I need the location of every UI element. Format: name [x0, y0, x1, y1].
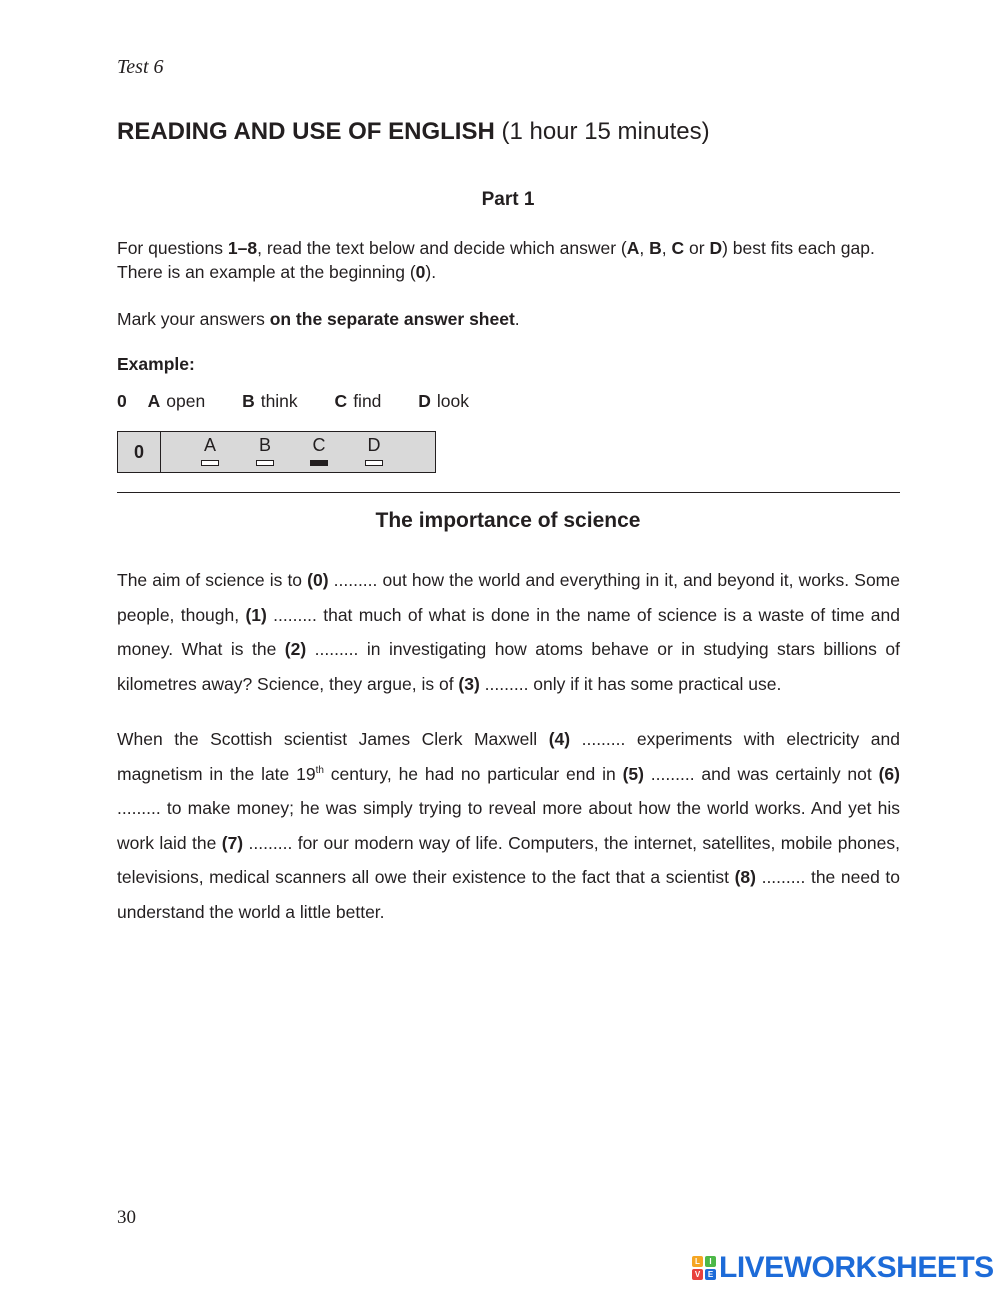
instr-bold: 0: [415, 262, 426, 282]
instr-bold: 1–8: [227, 238, 258, 258]
gap-number: (6): [878, 763, 900, 784]
text-span: ......... in investigating how atoms behave or in studying stars billions of kilometres away? Science, they argue, is of: [117, 639, 900, 694]
option-word: open: [166, 391, 206, 411]
text-span: ......... the need to understand the world a little better.: [117, 867, 901, 922]
option-word: find: [353, 391, 382, 411]
answer-bubble-a: [199, 434, 221, 466]
instr-text: or: [684, 238, 710, 258]
mark-text: .: [514, 309, 520, 329]
gap-number: (7): [221, 832, 244, 853]
paragraph-1: [117, 563, 900, 701]
gap-number: (4): [548, 729, 571, 749]
bubble-letter: D: [367, 435, 381, 455]
gap-number: (1): [245, 604, 267, 625]
logo-tile: I: [705, 1256, 716, 1267]
instr-text: , read the text below and decide which answer (: [257, 238, 627, 258]
option-d: [418, 389, 469, 413]
text-span: ......... out how the world and everything in it, and beyond it, works. Some people, though,: [117, 570, 900, 625]
instr-text: ) best fits each gap. There is an example at the beginning (: [117, 238, 875, 282]
bubble-box: [201, 460, 219, 466]
option-letter: A: [147, 391, 161, 411]
answer-bubble-b: [254, 434, 276, 466]
option-b: [242, 389, 298, 413]
gap-number: (3): [458, 673, 480, 694]
text-span: ......... only if it has some practical use.: [479, 673, 782, 694]
gap-number: (5): [622, 763, 644, 784]
option-letter: B: [242, 391, 255, 411]
answer-bubble-d: [363, 434, 385, 466]
text-span: ......... experiments with electricity and magnetism in the late 19: [117, 729, 900, 784]
example-answer-box: [117, 431, 436, 473]
gap-number: (2): [284, 639, 307, 659]
text-span: ......... that much of what is done in the name of science is a waste of time and money. What is the: [117, 604, 900, 659]
text-span: ......... and was certainly not: [643, 763, 879, 784]
instructions: [117, 236, 900, 284]
brand-logo-icon: [692, 1256, 716, 1280]
brand-name: LIVEWORKSHEETS: [719, 1251, 994, 1284]
bubble-letter: B: [258, 435, 271, 455]
text-span: When the Scottish scientist James Clerk Maxwell: [117, 729, 549, 749]
option-c: [335, 389, 382, 413]
bubble-box: [365, 460, 383, 466]
gap-number: (0): [307, 570, 329, 590]
logo-tile: L: [692, 1256, 703, 1267]
bubble-letter: A: [203, 435, 216, 455]
text-span: ......... for our modern way of life. Computers, the internet, satellites, mobile phones, televisions, medical scanners all owe their existence to the fact that a scientist: [117, 832, 900, 887]
section-title-main: READING AND USE OF ENGLISH: [117, 118, 495, 145]
logo-tile: V: [692, 1269, 703, 1280]
text-span: The aim of science is to: [117, 570, 308, 590]
gap-number: (8): [734, 867, 756, 887]
mark-text: Mark your answers: [117, 309, 270, 329]
mark-bold: on the separate answer sheet: [269, 309, 515, 329]
page-header: Test 6: [117, 56, 164, 78]
option-word: think: [260, 391, 298, 411]
option-word: look: [436, 391, 470, 411]
instr-bold: A: [626, 238, 640, 258]
instr-text: For questions: [117, 238, 228, 258]
bubble-letter: C: [312, 435, 326, 455]
text-span: century, he had no particular end in: [323, 763, 623, 784]
paragraph-2: [117, 722, 900, 929]
option-letter: C: [334, 391, 348, 411]
example-options: [117, 389, 501, 413]
instr-bold: D: [709, 238, 723, 258]
liveworksheets-logo: [692, 1250, 994, 1286]
instr-text: ,: [639, 238, 650, 258]
option-letter: D: [418, 391, 431, 411]
superscript: th: [315, 764, 324, 776]
instr-bold: B: [649, 238, 662, 258]
mark-instructions: [117, 307, 900, 331]
page-number: 30: [117, 1207, 136, 1228]
option-a: [148, 389, 206, 413]
answer-box-number: 0: [118, 432, 161, 472]
instr-text: ).: [425, 262, 437, 282]
logo-tile: E: [705, 1269, 716, 1280]
instr-bold: C: [671, 238, 685, 258]
divider: [117, 492, 900, 493]
section-title: [117, 118, 710, 146]
part-heading: Part 1: [481, 189, 535, 210]
example-number: 0: [117, 391, 127, 411]
text-span: ......... to make money; he was simply trying to reveal more about how the world works. And yet his work laid the: [117, 798, 900, 853]
bubble-box: [256, 460, 274, 466]
instr-text: ,: [661, 238, 672, 258]
bubble-box: [310, 460, 328, 466]
answer-bubble-c: [308, 434, 330, 466]
example-label: Example:: [117, 354, 195, 374]
section-title-duration: (1 hour 15 minutes): [494, 118, 710, 145]
text-title: The importance of science: [375, 509, 641, 532]
